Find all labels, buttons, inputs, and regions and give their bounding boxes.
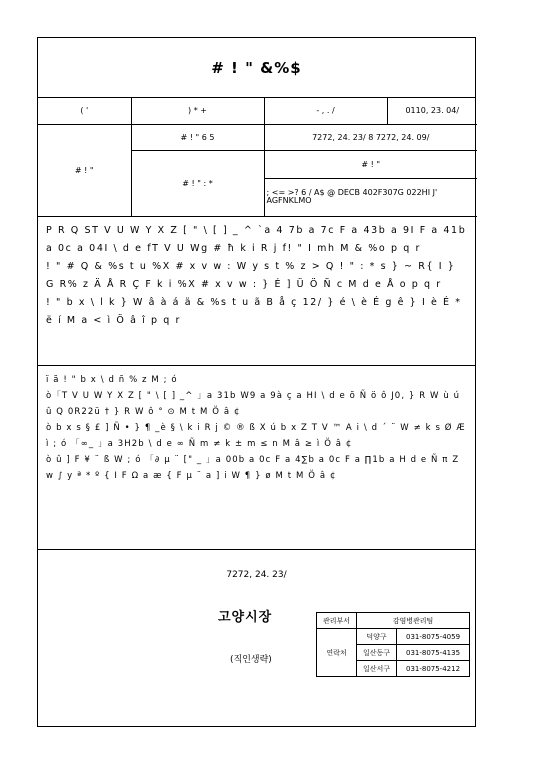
contact-office: 일산동구 xyxy=(357,645,397,661)
contact-phone: 031-8075-4212 xyxy=(397,661,470,677)
contact-table xyxy=(316,612,470,677)
seal-note: (직인생략) xyxy=(230,655,272,665)
body1-paragraph: ! " b x \ l k } W â à á ä & %s t u ã B å ç 12/ } é \ è É g ê } I è É * ë í M a < ì Ö â î p q r xyxy=(46,297,462,326)
info-header-4: 0110, 23. 04/ xyxy=(387,98,477,124)
issue-date: 7272, 24. 23/ xyxy=(226,570,287,580)
contact-phone: 031-8075-4135 xyxy=(397,645,470,661)
contact-label: 연락처 xyxy=(317,629,357,677)
body2-paragraph: ò「T V U W Y X Z [ " \ [ ] _^ 」a 31b W9 a 9à ç a HI \ d e õ Ñ ö ô J0, } R W ù ú û Q 0R22ü † } R W ô ° ⊙ M t M Ö â ¢ xyxy=(46,391,461,417)
issuer-name: 고양시장 xyxy=(218,610,273,625)
document-title: # ! " &%$ xyxy=(38,38,475,98)
info-r2-label: # ! " : * xyxy=(131,150,264,216)
body2-paragraph: ò b x s § £ ] Ñ • } ¶ _è § \ k i R j © ® ß X ú b x Z T V ™ A i \ d ´ ¨ W ≠ k s Ø Æì ; ó 「∞_ 」a 3H2b \ d e ∞ Ñ m ≠ k ± m ≤ n M â ≥ ì Ö â ¢ xyxy=(46,423,466,449)
info-table xyxy=(38,98,477,217)
body2-paragraph: ï ã ! " b x \ d ñ % z M ; ó xyxy=(46,375,178,385)
info-r2-head: # ! " xyxy=(264,150,477,178)
dept-label: 관리부서 xyxy=(317,613,357,629)
info-header-2: ) * + xyxy=(131,98,264,124)
body2-paragraph: ò û ] F ¥ ¨ ß W ; ó 「∂ μ ¨ [" _ 」a 00b a 0c F a 4∑b a 0c F a ∏1b a H d e Ñ π Z w ∫ y ª * º { I F Ω a æ { F μ ¨ a ] i W ¶ } ø M t M Ö â ¢ xyxy=(46,455,460,481)
info-r1-value: 7272, 24. 23/ 8 7272, 24. 09/ xyxy=(264,124,477,150)
dept-value: 감염병관리팀 xyxy=(357,613,470,629)
info-header-1: ( ' xyxy=(38,98,131,124)
body1-paragraph: ! " # Q & %s t u %X # x v w : W y s t % z > Q ! " : * s } ~ R{ I } G R% z Ä Å R Ç F k i %X # x v w : } É ] Ü Ö Ñ c M d e Å o p q r xyxy=(46,261,456,290)
info-r2-value: ; <= >? 6 / A$ @ DECB 402F307G 022HI J' AGFNKLMO xyxy=(264,178,477,216)
contact-office: 덕양구 xyxy=(357,629,397,645)
contact-phone: 031-8075-4059 xyxy=(397,629,470,645)
info-header-3: - , . / xyxy=(264,98,387,124)
document-frame xyxy=(37,37,476,727)
info-r1-label: # ! " 6 5 xyxy=(131,124,264,150)
info-row-label: # ! " xyxy=(38,124,131,216)
body1-paragraph: P R Q ST V U W Y X Z [ " \ [ ] _ ^ `a 4 7b a 7c F a 43b a 9I F a 41b a 0c a 04I \ d e fT V U Wg # ħ k i R j f! " I mh M & %o p q r xyxy=(46,225,467,254)
body-section-1 xyxy=(38,216,475,366)
body-section-2 xyxy=(38,366,475,550)
contact-office: 일산서구 xyxy=(357,661,397,677)
